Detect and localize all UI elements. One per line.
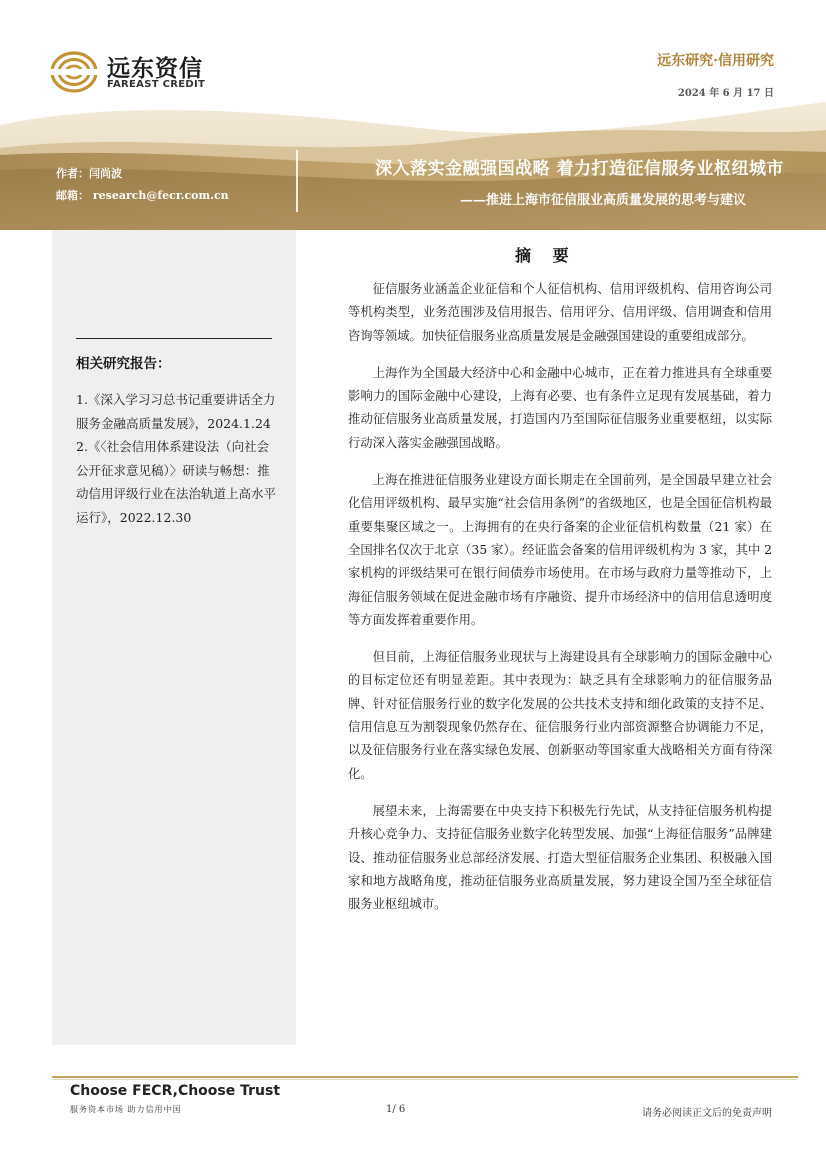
report-title: 深入落实金融强国战略 着力打造征信服务业枢纽城市 bbox=[375, 159, 784, 179]
related-reports-list bbox=[76, 388, 281, 529]
related-reports-heading: 相关研究报告： bbox=[76, 356, 171, 372]
footer-slogan: Choose FECR,Choose Trust bbox=[70, 1083, 281, 1099]
page-number: 1/ 6 bbox=[386, 1104, 406, 1115]
report-date: 2024 年 6 月 17 日 bbox=[677, 88, 774, 99]
abstract-paragraph: 展望未来，上海需要在中央支持下积极先行先试，从支持征信服务机构提升核心竞争力、支持征信服务业数字化转型发展、加强“上海征信服务”品牌建设、推动征信服务业总部经济发展、打造大型征信服务企业集团、积极融入国家和地方战略角度，推动征信服务业高质量发展，努力建设全国乃至全球征信服务业枢纽城市。 bbox=[348, 803, 772, 912]
footer-rule-thin bbox=[52, 1079, 798, 1080]
banner-divider bbox=[296, 150, 298, 212]
abstract-paragraph: 征信服务业涵盖企业征信和个人征信机构、信用评级机构、信用咨询公司等机构类型，业务范围涉及信用报告、信用评分、信用评级、信用调查和信用咨询等领域。加快征信服务业高质量发展是金融强国建设的重要组成部分。 bbox=[348, 282, 772, 343]
footer-slogan-sub: 服务资本市场 助力信用中国 bbox=[70, 1105, 182, 1114]
sidebar-divider bbox=[76, 338, 272, 339]
logo-english-name: FAREAST CREDIT bbox=[107, 79, 206, 90]
abstract-paragraph: 但目前，上海征信服务业现状与上海建设具有全球影响力的国际金融中心的目标定位还有明显差距。其中表现为：缺乏具有全球影响力的征信服务品牌、针对征信服务行业的数字化发展的公共技术支持和细化政策的支持不足、信用信息互为割裂现象仍然存在、征信服务行业内部资源整合协调能力不足，以及征信服务行业在落实绿色发展、创新驱动等国家重大战略相关方面有待深化。 bbox=[348, 650, 772, 781]
company-logo bbox=[50, 48, 220, 98]
related-report-item: 2.《〈社会信用体系建设法（向社会公开征求意见稿）〉研读与畅想：推动信用评级行业在法治轨道上高水平运行》，2022.12.30 bbox=[76, 439, 277, 525]
footer-rule bbox=[52, 1076, 798, 1078]
abstract-paragraph: 上海在推进征信服务业建设方面长期走在全国前列，是全国最早建立社会化信用评级机构、最早实施“社会信用条例”的省级地区，也是全国征信机构最重要集聚区域之一。上海拥有的在央行备案的企业征信机构数量（21 家）在全国排名仅次于北京（35 家）。经证监会备案的信用评级机构为 3 家，其中 2 家机构的评级结果可在银行间债券市场使用。在市场与政府力量等推动下，上海征信服务领域在促进金融市场有序融资、提升市场经济中的信用信息透明度等方面发挥着重要作用。 bbox=[348, 473, 772, 627]
logo-chinese-name: 远东资信 bbox=[107, 56, 203, 82]
author-email: 邮箱： research@fecr.com.cn bbox=[56, 189, 229, 202]
abstract-paragraph: 上海作为全国最大经济中心和金融中心城市，正在着力推进具有全球重要影响力的国际金融中心建设，上海有必要、也有条件立足现有发展基础，着力推动征信服务业高质量发展，打造国内乃至国际征信服务业重要枢纽，以实际行动深入落实金融强国战略。 bbox=[348, 365, 772, 450]
author-name: 作者：闫尚波 bbox=[56, 167, 122, 180]
author-info bbox=[56, 163, 229, 207]
related-report-item: 1.《深入学习习总书记重要讲话全力服务金融高质量发展》，2024.1.24 bbox=[76, 392, 276, 431]
abstract-heading: 摘 要 bbox=[515, 246, 577, 265]
footer-disclaimer: 请务必阅读正文后的免责声明 bbox=[642, 1108, 772, 1119]
report-series: 远东研究·信用研究 bbox=[657, 53, 774, 69]
abstract-body bbox=[348, 278, 772, 930]
logo-swirl-icon bbox=[50, 50, 98, 94]
report-subtitle: ——推进上海市征信服业高质量发展的思考与建议 bbox=[459, 193, 746, 208]
